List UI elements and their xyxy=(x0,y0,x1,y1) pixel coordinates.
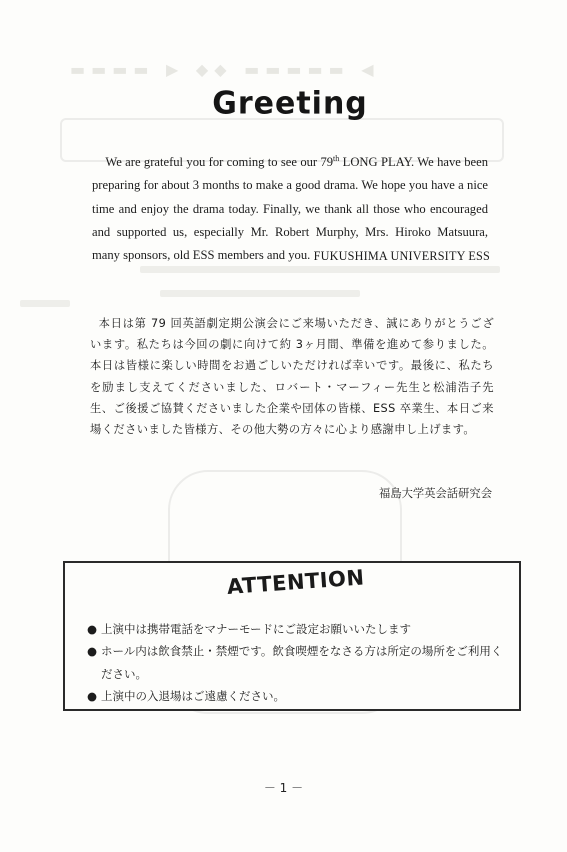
notice-text: 上演中は携帯電話をマナーモードにご設定お願いいたします xyxy=(101,622,412,636)
english-signature: FUKUSHIMA UNIVERSITY ESS xyxy=(313,249,490,263)
bullet-icon: ● xyxy=(87,644,98,659)
english-text-rest: LONG PLAY. We have been preparing for about 3 months to make a good drama. We hope you have a nice time and enjoy the drama today. Finally, we thank all those who encouraged and supported us, especially Mr. Robert Murphy, Mrs. Hiroko Matsuura, many sponsors, old ESS members and you. xyxy=(92,155,488,263)
show-through-banner: ▬▬▬▬ ▶ ◆◆ ▬▬▬▬▬ ◀ xyxy=(70,60,380,79)
japanese-text-body: 本日は第 79 回英語劇定期公演会にご来場いただき、誠にありがとうございます。私たちは今回の劇に向けて約 3ヶ月間、準備を進めて参りました。本日は皆様に楽しい時間をお過ごしいただければ幸いです。最後に、私たちを励まし支えてくださいました、ロバート・マーフィー先生と松浦浩子先生、ご後援ご協賛くださいました企業や団体の皆様、ESS 卒業生、本日ご来場くださいました皆様方、その他大勢の方々に心より感謝申し上げます。 xyxy=(90,317,495,437)
attention-box xyxy=(63,561,521,711)
list-item xyxy=(87,685,507,707)
notice-list xyxy=(87,618,507,707)
bullet-icon: ● xyxy=(87,688,98,703)
attention-title: ATTENTION xyxy=(226,565,366,599)
show-through-line xyxy=(20,300,70,307)
english-text-start: We are grateful you for coming to see our 79 xyxy=(105,155,334,170)
list-item xyxy=(87,640,507,685)
japanese-signature: 福島大学英会話研究会 xyxy=(379,487,492,500)
bullet-icon: ● xyxy=(87,622,98,636)
page-number: － 1 － xyxy=(263,781,304,795)
show-through-line xyxy=(160,290,360,297)
ordinal-suffix: th xyxy=(333,154,340,163)
greeting-japanese-text xyxy=(90,313,494,440)
greeting-title: Greeting xyxy=(212,85,368,122)
notice-text: ホール内は飲食禁止・禁煙です。飲食喫煙をなさる方は所定の場所をご利用ください。 xyxy=(101,644,503,681)
list-item xyxy=(87,618,507,640)
notice-text: 上演中の入退場はご遠慮ください。 xyxy=(101,688,285,703)
